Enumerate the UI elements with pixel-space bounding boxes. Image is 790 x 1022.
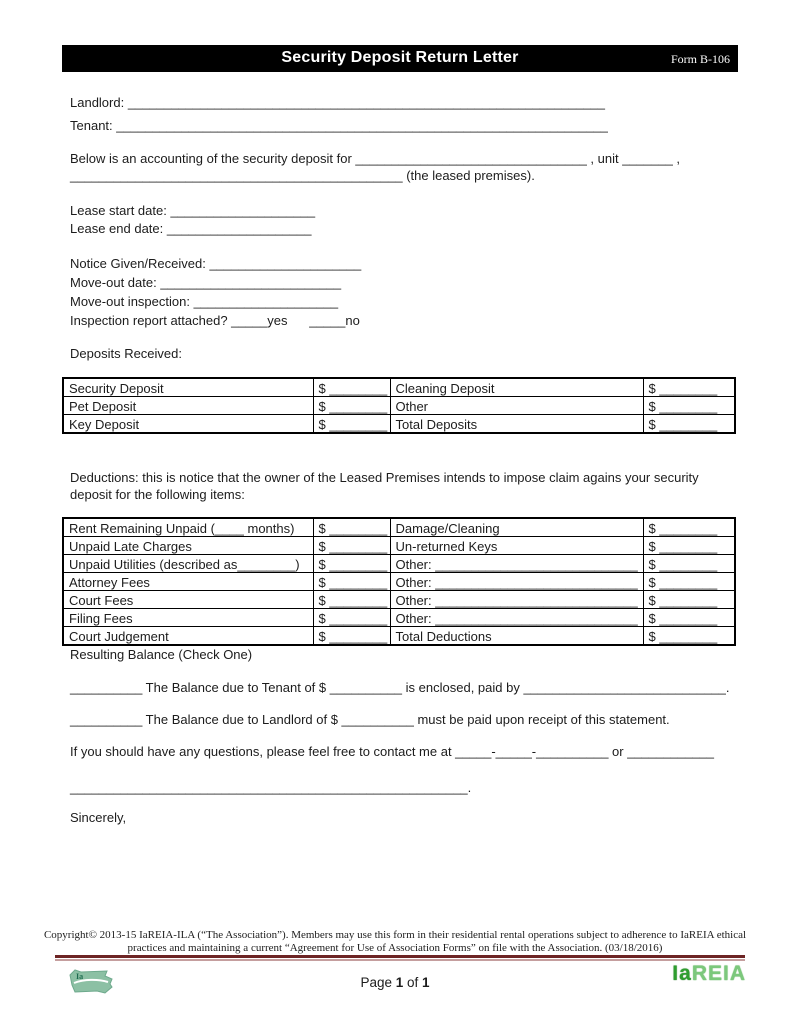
table-cell: $ ________: [313, 537, 390, 555]
table-cell: Pet Deposit: [63, 397, 313, 415]
balance-tenant-line: __________ The Balance due to Tenant of $ __________ is enclosed, paid by ____________________________.: [70, 680, 730, 695]
copyright-text: [40, 929, 750, 955]
deductions-intro-2: deposit for the following items:: [70, 487, 245, 502]
iareia-logo-part1: Ia: [672, 962, 692, 985]
table-row: [63, 591, 735, 609]
closing-line: Sincerely,: [70, 810, 127, 825]
table-row: [63, 555, 735, 573]
table-cell: Other: [390, 397, 643, 415]
lease-end-line: Lease end date: ____________________: [70, 221, 312, 236]
copyright-line-2: practices and maintaining a current “Agreement for Use of Association Forms” on file with the Association. (03/18/2016): [127, 942, 663, 954]
divider-rule-dark: [55, 955, 745, 958]
table-cell: $ ________: [643, 609, 735, 627]
table-row: [63, 609, 735, 627]
table-cell: $ ________: [643, 397, 735, 415]
table-cell: Court Judgement: [63, 627, 313, 646]
page-total: 1: [422, 975, 430, 990]
iareia-logo: [672, 962, 746, 986]
table-cell: Unpaid Late Charges: [63, 537, 313, 555]
deposits-table: [62, 377, 736, 434]
page-title: Security Deposit Return Letter: [281, 49, 519, 66]
table-cell: Other: ____________________________: [390, 555, 643, 573]
table-cell: Security Deposit: [63, 378, 313, 397]
table-cell: $ ________: [643, 573, 735, 591]
table-cell: $ ________: [313, 627, 390, 646]
deposits-heading: Deposits Received:: [70, 346, 182, 361]
table-row: [63, 537, 735, 555]
page-label: Page: [360, 975, 396, 990]
table-cell: $ ________: [313, 609, 390, 627]
moveout-date-line: Move-out date: _________________________: [70, 275, 342, 290]
notice-line: Notice Given/Received: _____________________: [70, 256, 362, 271]
table-row: [63, 378, 735, 397]
contact-line-2: _______________________________________________________.: [70, 780, 472, 795]
table-cell: $ ________: [313, 591, 390, 609]
title-bar: [62, 45, 738, 72]
deductions-intro-1: Deductions: this is notice that the owner of the Leased Premises intends to impose claim agains your security: [70, 470, 699, 485]
table-cell: Key Deposit: [63, 415, 313, 434]
contact-line-1: If you should have any questions, please feel free to contact me at _____-_____-__________ or ____________: [70, 744, 714, 759]
table-row: [63, 397, 735, 415]
iowa-logo-text: Ia: [76, 972, 84, 981]
inspection-report-line: Inspection report attached? _____yes _____no: [70, 313, 360, 328]
table-cell: Attorney Fees: [63, 573, 313, 591]
iareia-logo-part2: REIA: [691, 962, 746, 985]
table-cell: $ ________: [313, 397, 390, 415]
table-cell: $ ________: [643, 591, 735, 609]
footer-divider: [55, 955, 745, 961]
table-cell: Total Deductions: [390, 627, 643, 646]
table-cell: $ ________: [643, 415, 735, 434]
table-cell: $ ________: [313, 518, 390, 537]
table-cell: Total Deposits: [390, 415, 643, 434]
table-cell: Filing Fees: [63, 609, 313, 627]
table-cell: Other: ____________________________: [390, 591, 643, 609]
tenant-line: Tenant: ____________________________________________________________________: [70, 118, 608, 133]
table-cell: $ ________: [313, 378, 390, 397]
table-cell: $ ________: [313, 415, 390, 434]
table-cell: $ ________: [643, 518, 735, 537]
table-cell: Unpaid Utilities (described as________): [63, 555, 313, 573]
lease-start-line: Lease start date: ____________________: [70, 203, 316, 218]
page-current: 1: [395, 975, 404, 990]
table-row: [63, 415, 735, 434]
landlord-line: Landlord: __________________________________________________________________: [70, 95, 605, 110]
table-cell: Damage/Cleaning: [390, 518, 643, 537]
page-of: of: [403, 975, 423, 990]
table-cell: $ ________: [643, 555, 735, 573]
intro-line-2: ______________________________________________ (the leased premises).: [70, 168, 535, 183]
table-cell: $ ________: [313, 573, 390, 591]
table-row: [63, 573, 735, 591]
form-number: Form B-106: [670, 52, 730, 66]
table-cell: Un-returned Keys: [390, 537, 643, 555]
table-cell: $ ________: [313, 555, 390, 573]
table-row: [63, 627, 735, 646]
divider-rule-light: [55, 959, 745, 961]
table-cell: $ ________: [643, 627, 735, 646]
table-cell: $ ________: [643, 537, 735, 555]
table-cell: Rent Remaining Unpaid (____ months): [63, 518, 313, 537]
intro-line-1: Below is an accounting of the security deposit for ________________________________ , unit _______ ,: [70, 151, 681, 166]
table-cell: Other: ____________________________: [390, 609, 643, 627]
balance-landlord-line: __________ The Balance due to Landlord of $ __________ must be paid upon receipt of this statement.: [70, 712, 670, 727]
table-cell: $ ________: [643, 378, 735, 397]
copyright-line-1: Copyright© 2013-15 IaREIA-ILA (“The Association”). Members may use this form in their residential rental operations subject to adherence to IaREIA ethical: [43, 929, 747, 941]
moveout-inspection-line: Move-out inspection: ____________________: [70, 294, 339, 309]
table-cell: Other: ____________________________: [390, 573, 643, 591]
table-row: [63, 518, 735, 537]
table-cell: Court Fees: [63, 591, 313, 609]
deductions-table: [62, 517, 736, 646]
table-cell: Cleaning Deposit: [390, 378, 643, 397]
resulting-balance-heading: Resulting Balance (Check One): [70, 647, 253, 662]
